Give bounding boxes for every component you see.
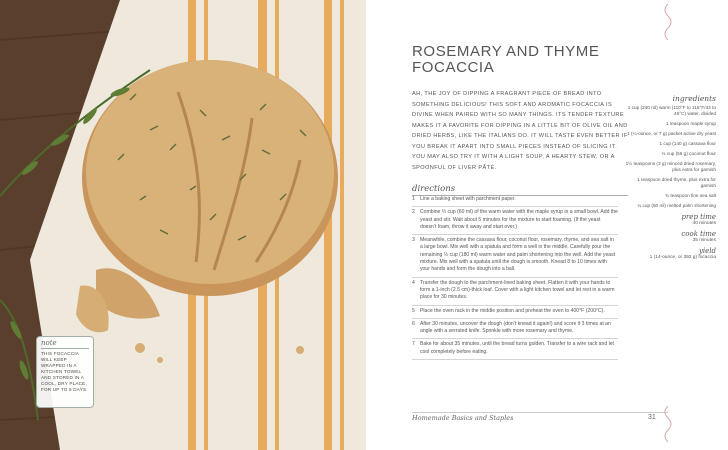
ingredient-item: 1 (¼-ounce, or 7 g) packet active dry yeast [627,131,716,136]
step-number: 5 [412,307,415,314]
ingredient-item: ¾ teaspoon fine sea salt [665,193,716,198]
step-number: 3 [412,237,415,244]
ingredient-item: 1 cup (140 g) cassava flour [659,141,716,146]
step-number: 6 [412,320,415,327]
direction-step [412,196,618,207]
step-text: After 30 minutes, uncover the dough (don’t knead it again!) and score it 3 times at an angle with a serrated knife. Sprinkle with more rosemary and thyme. [420,320,611,335]
recipe-title: ROSEMARY AND THYME FOCACCIA [412,43,600,76]
ingredient-item: 1 teaspoon dried thyme, plus extra for garnish [637,177,716,188]
direction-step [412,209,618,235]
direction-step [412,237,618,277]
chain-ornament-bottom [662,406,674,446]
ingredient-item: 1 cup (240 ml) warm (110°F to 115°F/43 to 46°C) water, divided [627,105,716,116]
chain-ornament-top [662,4,674,44]
cook-time-label: cook time [681,230,716,238]
section-title: Homemade Basics and Staples [412,414,514,422]
step-text: Bake for about 35 minutes, until the bread turns golden. Transfer to a wire rack and let cool completely before eating. [420,341,614,355]
direction-step [412,280,618,306]
step-text: Place the oven rack in the middle position and preheat the oven to 400°F (200°C). [420,307,605,314]
direction-step [412,341,618,360]
step-number: 1 [412,196,415,202]
ingredient-item: 1½ teaspoons (3 g) minced dried rosemary, plus extra for garnish [625,161,716,172]
footer-rule [412,412,668,413]
ingredient-item: ¼ cup (60 ml) melted palm shortening [637,203,716,208]
ingredient-item: ⅓ cup (56 g) coconut flour [661,151,716,156]
step-text: Transfer the dough to the parchment-lined baking sheet. Flatten it with your hands to form a 1-inch (2.5 cm)-thick loaf. Cover with a light kitchen towel and let rest in a warm place for 30 minutes. [420,279,615,301]
yield-label: yield [698,247,716,255]
cook-time-value: 35 minutes [692,238,716,243]
ingredients-list [624,105,716,209]
direction-step [412,321,618,340]
directions-list [412,196,618,362]
prep-time-label: prep time [681,213,716,221]
step-number: 2 [412,209,415,216]
ingredient-item: 1 teaspoon maple syrup [665,121,716,126]
prep-time-value: 40 minutes [692,221,716,226]
step-number: 7 [412,341,415,348]
ingredients-heading: ingredients [672,94,716,103]
step-text: Meanwhile, combine the cassava flour, coconut flour, rosemary, thyme, and sea salt in a large bowl. Mix well with a spatula and form a well in the middle. Carefully pour the remaining ½ cup (180 ml) warm water and palm shortening into the well. Add the yeast mixture. Mix well with a spatula until the dough is smooth. Knead 8 to 10 times with your hands and form the dough into a ball. [420,237,616,273]
yield-value: 1 (14-ounce, or 392 g) focaccia [649,255,716,260]
recipe-sidebar [624,94,716,264]
recipe-intro: AH, THE JOY OF DIPPING A FRAGRANT PIECE OF BREAD INTO SOMETHING DELICIOUS! THIS SOFT AND AROMATIC FOCACCIA IS DIVINE WHEN PAIRED WITH SO MANY THINGS. ITS TENDER TEXTURE MAKES IT A FAVORITE FOR DIPPING IN A LITTLE BIT OF OLIVE OIL AND DRIED HERBS, LIKE THE ITALIANS DO. IT WILL TASTE EVEN BETTER IF YOU BREAK IT APART INTO SMALL PIECES INSTEAD OF SLICING IT. YOU MAY ALSO TRY IT WITH A LIGHT SOUP, A HEARTY STEW, OR A SPOONFUL OF LIVER PÂTÉ. [412,91,628,171]
direction-step [412,308,618,319]
storage-note [36,336,94,408]
page-number: 31 [648,414,656,421]
note-text: THIS FOCACCIA WILL KEEP WRAPPED IN A KITCHEN TOWEL AND STORED IN A COOL, DRY PLACE, FOR UP TO 5 DAYS. [41,351,88,392]
step-number: 4 [412,279,415,286]
step-text: Combine ⅔ cup (60 ml) of the warm water with the maple syrup in a small bowl. Add the yeast and stir. Wait about 5 minutes for the mixture to start foaming. (If the yeast doesn’t foam, throw it away and start over.) [420,209,618,230]
directions-heading: directions [412,184,628,196]
note-title: note [41,339,89,349]
step-text: Line a baking sheet with parchment paper. [420,196,516,202]
recipe-page [366,0,728,450]
